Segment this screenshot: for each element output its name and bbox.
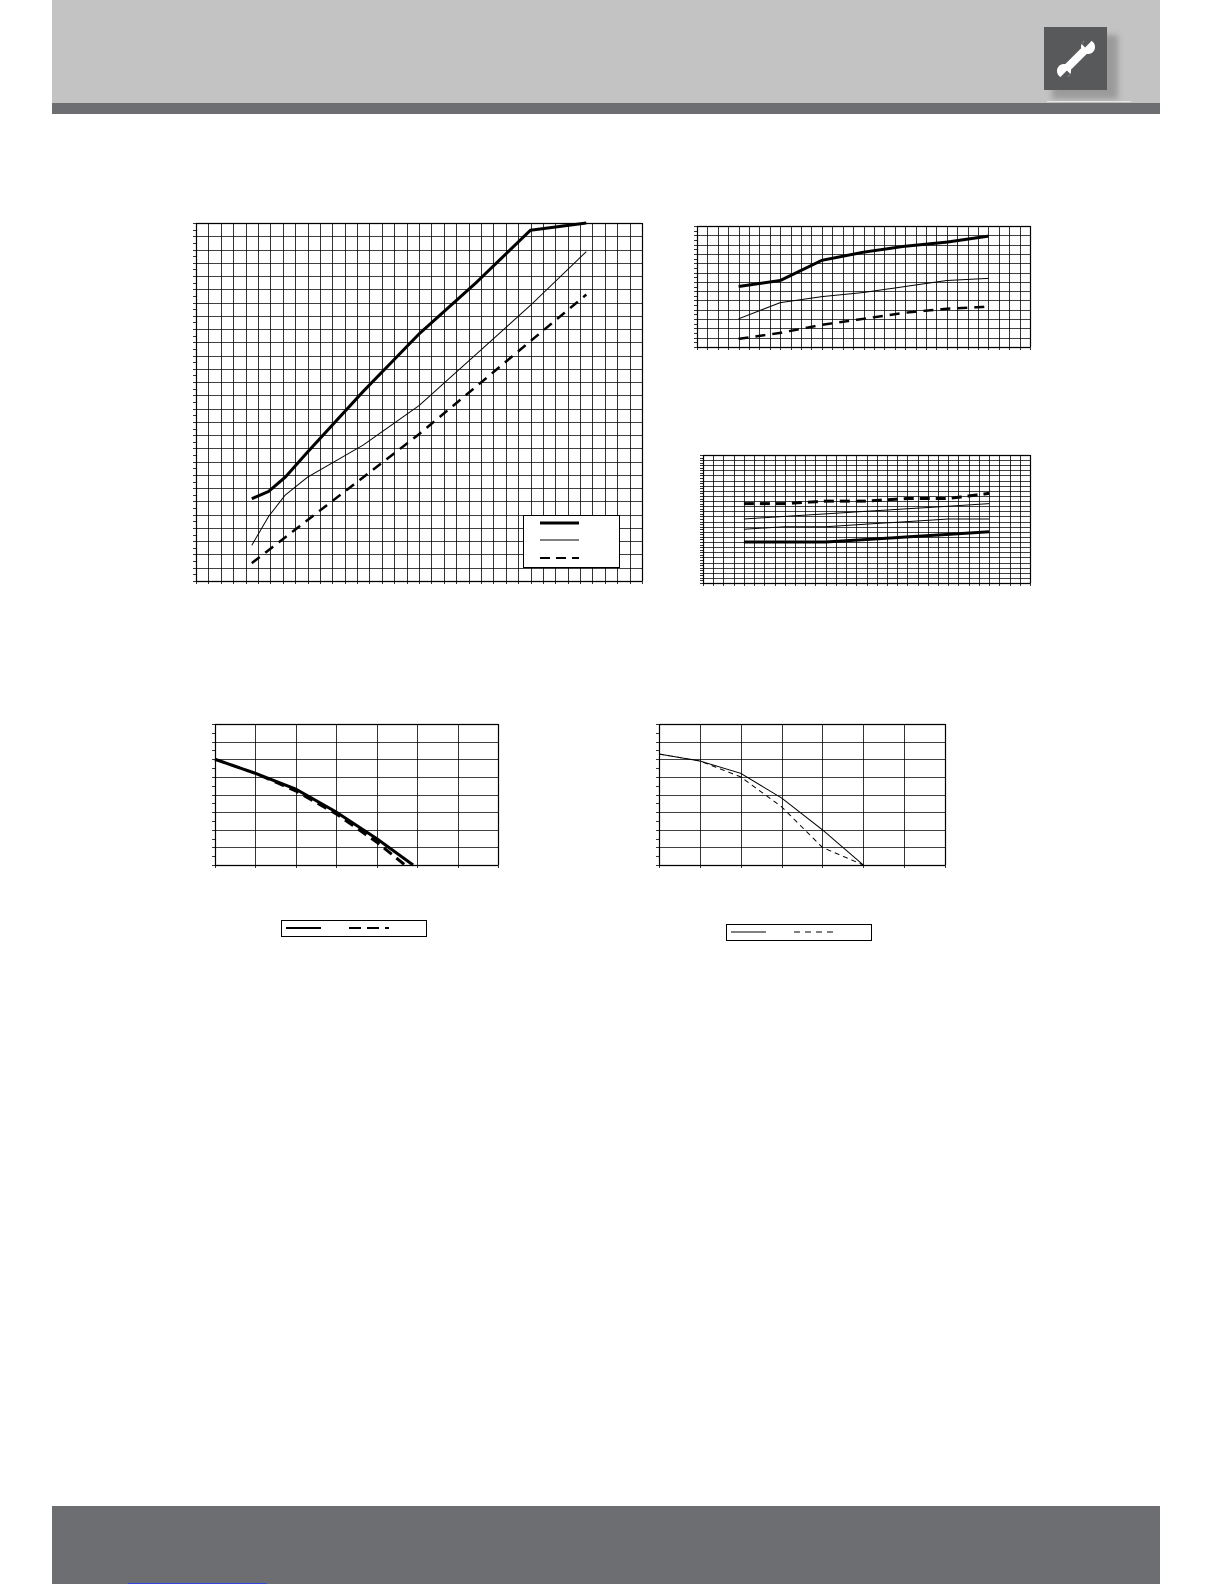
series-line-1 <box>252 223 587 499</box>
series-line-3 <box>739 307 989 339</box>
series-line-2 <box>659 754 863 865</box>
header-band <box>52 0 1160 103</box>
footer-band <box>52 1506 1160 1584</box>
tool-badge <box>1044 27 1107 90</box>
bottom-left-line-chart <box>215 724 498 865</box>
bottom-right-legend <box>726 924 873 942</box>
series-line-2 <box>739 278 989 318</box>
bottom-right-line-chart <box>659 724 945 865</box>
series-line-1 <box>739 236 989 286</box>
bottom-left-legend <box>281 920 428 938</box>
badge-underline <box>1047 101 1131 102</box>
series-line-1 <box>659 754 863 865</box>
chart-bottom-left-plot <box>215 724 498 865</box>
header-rule <box>52 103 1160 114</box>
series-line-4 <box>744 532 989 542</box>
chart-mid-right-plot <box>703 455 1030 583</box>
series-line-1 <box>744 493 989 503</box>
chart-top-right-plot <box>697 226 1030 347</box>
wrench-icon <box>1053 36 1099 82</box>
top-right-line-chart <box>697 226 1030 347</box>
middle-right-line-chart <box>703 455 1030 583</box>
chart-bottom-right-plot <box>659 724 945 865</box>
main-chart-legend <box>523 515 621 569</box>
